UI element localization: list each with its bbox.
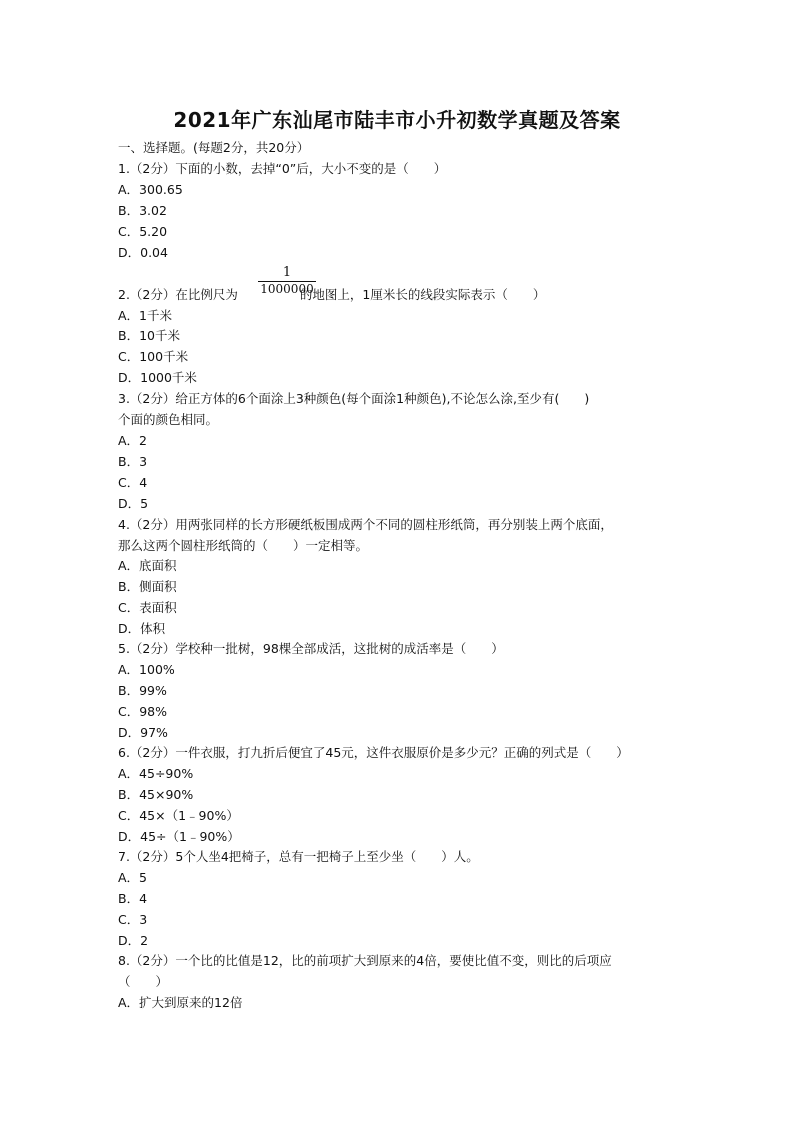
question-5-stem: 5.（2分）学校种一批树，98棵全部成活，这批树的成活率是（ ）: [118, 641, 504, 656]
question-1-option-b: B．3.02: [118, 203, 167, 218]
question-7-option-a: A．5: [118, 870, 148, 885]
question-3-option-d: D．5: [118, 496, 149, 511]
question-4-option-a: A．底面积: [118, 558, 177, 573]
question-2-option-a: A．1千米: [118, 308, 173, 323]
question-2-option-b: B．10千米: [118, 328, 180, 343]
question-2-stem-after: 的地图上，1厘米长的线段实际表示（ ）: [299, 287, 546, 302]
question-5-option-a: A．100%: [118, 662, 175, 677]
question-6-option-b: B．45×90%: [118, 787, 194, 802]
question-7-option-d: D．2: [118, 933, 149, 948]
question-5-option-b: B．99%: [118, 683, 167, 698]
question-1-option-a: A．300.65: [118, 182, 183, 197]
question-1-option-c: C．5.20: [118, 224, 168, 239]
question-5-option-c: C．98%: [118, 704, 168, 719]
page-title: 2021年广东汕尾市陆丰市小升初数学真题及答案: [173, 108, 621, 132]
question-3-option-a: A．2: [118, 433, 148, 448]
question-6-option-a: A．45÷90%: [118, 766, 194, 781]
question-1-stem: 1.（2分）下面的小数，去掉“0”后，大小不变的是（ ）: [118, 161, 447, 176]
question-4-stem-line1: 4.（2分）用两张同样的长方形硬纸板围成两个不同的圆柱形纸筒，再分别装上两个底面，: [118, 517, 613, 532]
question-5-option-d: D．97%: [118, 725, 168, 740]
question-3-option-b: B．3: [118, 454, 148, 469]
question-8-stem-line2: （ ）: [118, 974, 169, 989]
question-3-option-c: C．4: [118, 475, 148, 490]
question-6-option-d: D．45÷（1﹣90%）: [118, 829, 240, 844]
question-2-option-d: D．1000千米: [118, 370, 197, 385]
question-4-option-d: D．体积: [118, 621, 166, 636]
fraction-denominator: 1000000: [260, 282, 314, 296]
question-7-option-b: B．4: [118, 891, 148, 906]
question-1-option-d: D．0.04: [118, 245, 168, 260]
question-8-stem-line1: 8.（2分）一个比的比值是12，比的前项扩大到原来的4倍，要使比值不变，则比的后项应: [118, 953, 612, 968]
question-8-option-a: A．扩大到原来的12倍: [118, 995, 243, 1010]
question-4-option-c: C．表面积: [118, 600, 177, 615]
question-6-stem: 6.（2分）一件衣服，打九折后便宜了45元，这件衣服原价是多少元？正确的列式是（ ）: [118, 745, 629, 760]
fraction-numerator: 1: [282, 265, 292, 280]
section-heading: 一、选择题。(每题2分，共20分）: [118, 140, 310, 155]
question-7-option-c: C．3: [118, 912, 148, 927]
question-2-option-c: C．100千米: [118, 349, 189, 364]
question-7-stem: 7.（2分）5个人坐4把椅子，总有一把椅子上至少坐（ ）人。: [118, 849, 479, 864]
question-3-stem-line2: 个面的颜色相同。: [118, 412, 219, 427]
question-2-stem-before: 2.（2分）在比例尺为: [118, 287, 238, 302]
question-4-stem-line2: 那么这两个圆柱形纸筒的（ ）一定相等。: [118, 538, 369, 553]
question-4-option-b: B．侧面积: [118, 579, 177, 594]
question-6-option-c: C．45×（1﹣90%）: [118, 808, 239, 823]
question-2-stem: [118, 287, 545, 303]
question-3-stem-line1: 3.（2分）给正方体的6个面涂上3种颜色(每个面涂1种颜色),不论怎么涂,至少有( ): [118, 391, 590, 406]
